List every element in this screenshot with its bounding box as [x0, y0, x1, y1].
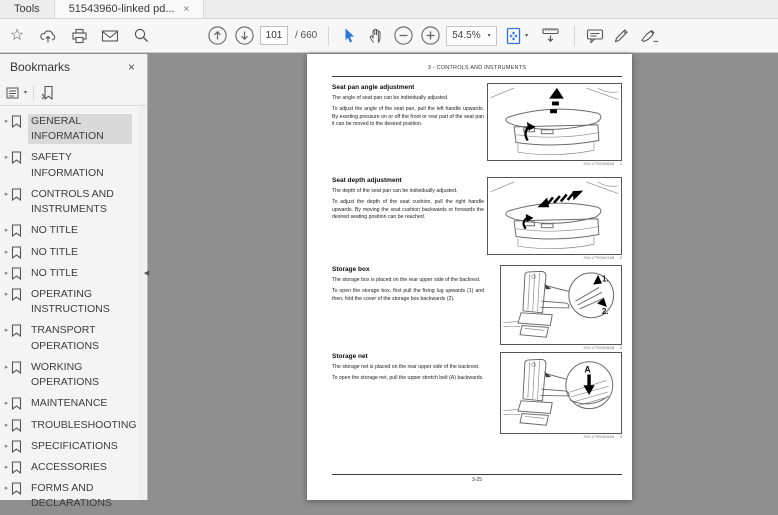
- previous-page-icon[interactable]: [206, 25, 228, 47]
- fit-page-icon[interactable]: [502, 25, 532, 47]
- bookmark-item-label: ACCESSORIES: [28, 460, 110, 475]
- section-storage-box: [332, 266, 484, 307]
- section-storage-net: [332, 353, 484, 387]
- figure-label-a: A: [584, 365, 591, 375]
- bookmark-item[interactable]: [0, 263, 147, 284]
- bookmark-item-label: TROUBLESHOOTING: [28, 418, 132, 433]
- next-page-icon[interactable]: [233, 25, 255, 47]
- section-paragraph: The storage net is placed on the rear upper side of the backrest.: [332, 364, 484, 371]
- chevron-right-icon[interactable]: ▸: [2, 481, 11, 496]
- bookmark-item-label: FORMS AND DECLARATIONS: [28, 481, 132, 511]
- tab-close-icon[interactable]: ×: [184, 4, 190, 15]
- chevron-right-icon[interactable]: ▸: [2, 323, 11, 338]
- tab-bar: [0, 0, 778, 19]
- expand-current-bookmark-icon[interactable]: [40, 85, 56, 101]
- bookmark-icon: [11, 324, 22, 337]
- svg-text:1.: 1.: [602, 275, 609, 284]
- bookmark-item[interactable]: [0, 436, 147, 457]
- bookmark-icon: [11, 115, 22, 128]
- chevron-right-icon[interactable]: ▸: [2, 150, 11, 165]
- zoom-level-select[interactable]: [446, 26, 496, 46]
- find-icon[interactable]: [130, 25, 152, 47]
- bookmark-item-label: TRANSPORT OPERATIONS: [28, 323, 132, 353]
- bookmark-icon: [11, 246, 22, 259]
- bookmarks-list: [0, 106, 147, 515]
- figure-storage-net: [500, 352, 622, 434]
- section-title: Seat depth adjustment: [332, 177, 484, 184]
- section-paragraph: To open the storage net, pull the upper stretch belt (A) backwards.: [332, 375, 484, 382]
- chevron-right-icon[interactable]: ▸: [2, 396, 11, 411]
- bookmark-item[interactable]: [0, 284, 147, 320]
- bookmark-options-icon[interactable]: [6, 86, 27, 100]
- zoom-in-icon[interactable]: [419, 25, 441, 47]
- bookmark-icon: [11, 361, 22, 374]
- figure-caption: SVIL17TR00408AB 3: [500, 346, 622, 350]
- bookmark-item-label: SPECIFICATIONS: [28, 439, 121, 454]
- section-seat-depth: [332, 177, 484, 226]
- bookmark-icon: [11, 397, 22, 410]
- figure-caption: SVIL17TR00409AB 4: [500, 435, 622, 439]
- share-cloud-icon[interactable]: [37, 25, 59, 47]
- main-toolbar: [0, 19, 778, 53]
- bookmark-icon: [11, 482, 22, 495]
- bookmarks-panel: [0, 54, 148, 500]
- chevron-right-icon[interactable]: ▸: [2, 245, 11, 260]
- toolbar-divider: [574, 26, 575, 46]
- bookmarks-toolbar: [0, 80, 147, 106]
- chevron-right-icon[interactable]: ▸: [2, 114, 11, 129]
- bookmark-item[interactable]: [0, 457, 147, 478]
- bookmark-item[interactable]: [0, 320, 147, 356]
- bookmark-item[interactable]: [0, 415, 147, 436]
- bookmark-icon: [11, 224, 22, 237]
- chevron-down-icon: ▾: [488, 32, 491, 39]
- section-paragraph: The angle of seat pan can be individually adjusted.: [332, 95, 484, 102]
- section-title: Seat pan angle adjustment: [332, 84, 484, 91]
- print-icon[interactable]: [68, 25, 90, 47]
- highlight-icon[interactable]: [611, 25, 633, 47]
- close-icon[interactable]: ×: [128, 60, 135, 74]
- chevron-right-icon[interactable]: ▸: [2, 223, 11, 238]
- bookmark-item[interactable]: [0, 147, 147, 183]
- chevron-down-icon: ▾: [525, 32, 528, 39]
- figure-caption: SVIL17TR00406AB 1: [487, 162, 622, 166]
- section-paragraph: To adjust the angle of the seat pan, pull the left handle upwards. By exerting pressure on or off the front or rear part of the seat pan it can be moved to the desired position.: [332, 106, 484, 128]
- section-paragraph: To open the storage box, first pull the fixing lug upwards (1) and then, fold the cover of the storage box backwards (2).: [332, 288, 484, 303]
- section-paragraph: The depth of the seat pan can be individually adjusted.: [332, 188, 484, 195]
- section-title: Storage net: [332, 353, 484, 360]
- chevron-right-icon[interactable]: ▸: [2, 360, 11, 375]
- chevron-right-icon[interactable]: ▸: [2, 266, 11, 281]
- bookmark-item-label: NO TITLE: [28, 266, 81, 281]
- bookmark-item[interactable]: [0, 393, 147, 414]
- bookmark-item[interactable]: [0, 242, 147, 263]
- divider: [33, 85, 34, 101]
- chevron-right-icon[interactable]: ▸: [2, 187, 11, 202]
- footer-rule: [332, 474, 622, 475]
- figure-caption: SVIL17TR00407AB 2: [487, 256, 622, 260]
- bookmark-item-label: SAFETY INFORMATION: [28, 150, 132, 180]
- bookmark-item[interactable]: [0, 220, 147, 241]
- section-seat-pan-angle: [332, 84, 484, 133]
- fill-sign-icon[interactable]: [638, 25, 664, 47]
- zoom-out-icon[interactable]: [392, 25, 414, 47]
- tab-document-label: 51543960-linked pd...: [69, 3, 175, 15]
- hand-tool-icon[interactable]: [365, 25, 387, 47]
- tab-document[interactable]: [55, 0, 205, 18]
- bookmark-item-label: OPERATING INSTRUCTIONS: [28, 287, 132, 317]
- bookmark-item-label: WORKING OPERATIONS: [28, 360, 132, 390]
- bookmark-item-label: CONTROLS AND INSTRUMENTS: [28, 187, 132, 217]
- bookmark-item[interactable]: [0, 111, 147, 147]
- favorites-star-icon[interactable]: ☆: [6, 25, 28, 47]
- bookmark-item-label: GENERAL INFORMATION: [28, 114, 132, 144]
- bookmarks-panel-title: Bookmarks: [10, 60, 70, 74]
- chevron-right-icon[interactable]: ▸: [2, 439, 11, 454]
- tab-tools-label: Tools: [14, 3, 40, 15]
- document-page: [307, 54, 632, 500]
- select-tool-icon[interactable]: [338, 25, 360, 47]
- page-chapter-header: 3 - CONTROLS AND INSTRUMENTS: [332, 65, 622, 71]
- bookmark-item[interactable]: [0, 184, 147, 220]
- comment-icon[interactable]: [584, 25, 606, 47]
- figure-seat-depth: [487, 177, 622, 255]
- chevron-right-icon[interactable]: ▸: [2, 418, 11, 433]
- sidebar-collapse-icon[interactable]: ◀: [141, 261, 152, 285]
- figure-storage-box: [500, 265, 622, 345]
- bookmark-icon: [11, 288, 22, 301]
- section-paragraph: To adjust the depth of the seat cushion, pull the right handle upwards. By moving the seat cushion backwards or forwards the desired seating position can be reached.: [332, 199, 484, 221]
- section-paragraph: The storage box is placed on the rear upper side of the backrest.: [332, 277, 484, 284]
- fit-width-icon[interactable]: [537, 25, 565, 47]
- toolbar-divider: [328, 26, 329, 46]
- bookmark-icon: [11, 461, 22, 474]
- tab-tools[interactable]: [0, 0, 55, 18]
- bookmark-item[interactable]: [0, 357, 147, 393]
- bookmark-item[interactable]: [0, 478, 147, 514]
- bookmark-icon: [11, 419, 22, 432]
- page-count-label: / 660: [293, 30, 319, 41]
- zoom-level-value: 54.5%: [452, 30, 480, 41]
- bookmark-item-label: NO TITLE: [28, 245, 81, 260]
- chevron-down-icon: ▾: [24, 89, 27, 96]
- figure-seat-pan-angle: [487, 83, 622, 161]
- bookmark-item-label: NO TITLE: [28, 223, 81, 238]
- page-number-footer: 3-25: [332, 477, 622, 483]
- chevron-right-icon[interactable]: ▸: [2, 287, 11, 302]
- svg-text:2.: 2.: [602, 307, 609, 316]
- bookmark-icon: [11, 267, 22, 280]
- document-canvas: [149, 54, 778, 500]
- bookmark-icon: [11, 440, 22, 453]
- page-number-input[interactable]: [260, 26, 288, 45]
- bookmark-item-label: MAINTENANCE: [28, 396, 110, 411]
- email-icon[interactable]: [99, 25, 121, 47]
- bookmark-icon: [11, 188, 22, 201]
- section-title: Storage box: [332, 266, 484, 273]
- sidebar-scrollbar[interactable]: [138, 107, 146, 500]
- bookmark-icon: [11, 151, 22, 164]
- header-rule: [332, 76, 622, 77]
- chevron-right-icon[interactable]: ▸: [2, 460, 11, 475]
